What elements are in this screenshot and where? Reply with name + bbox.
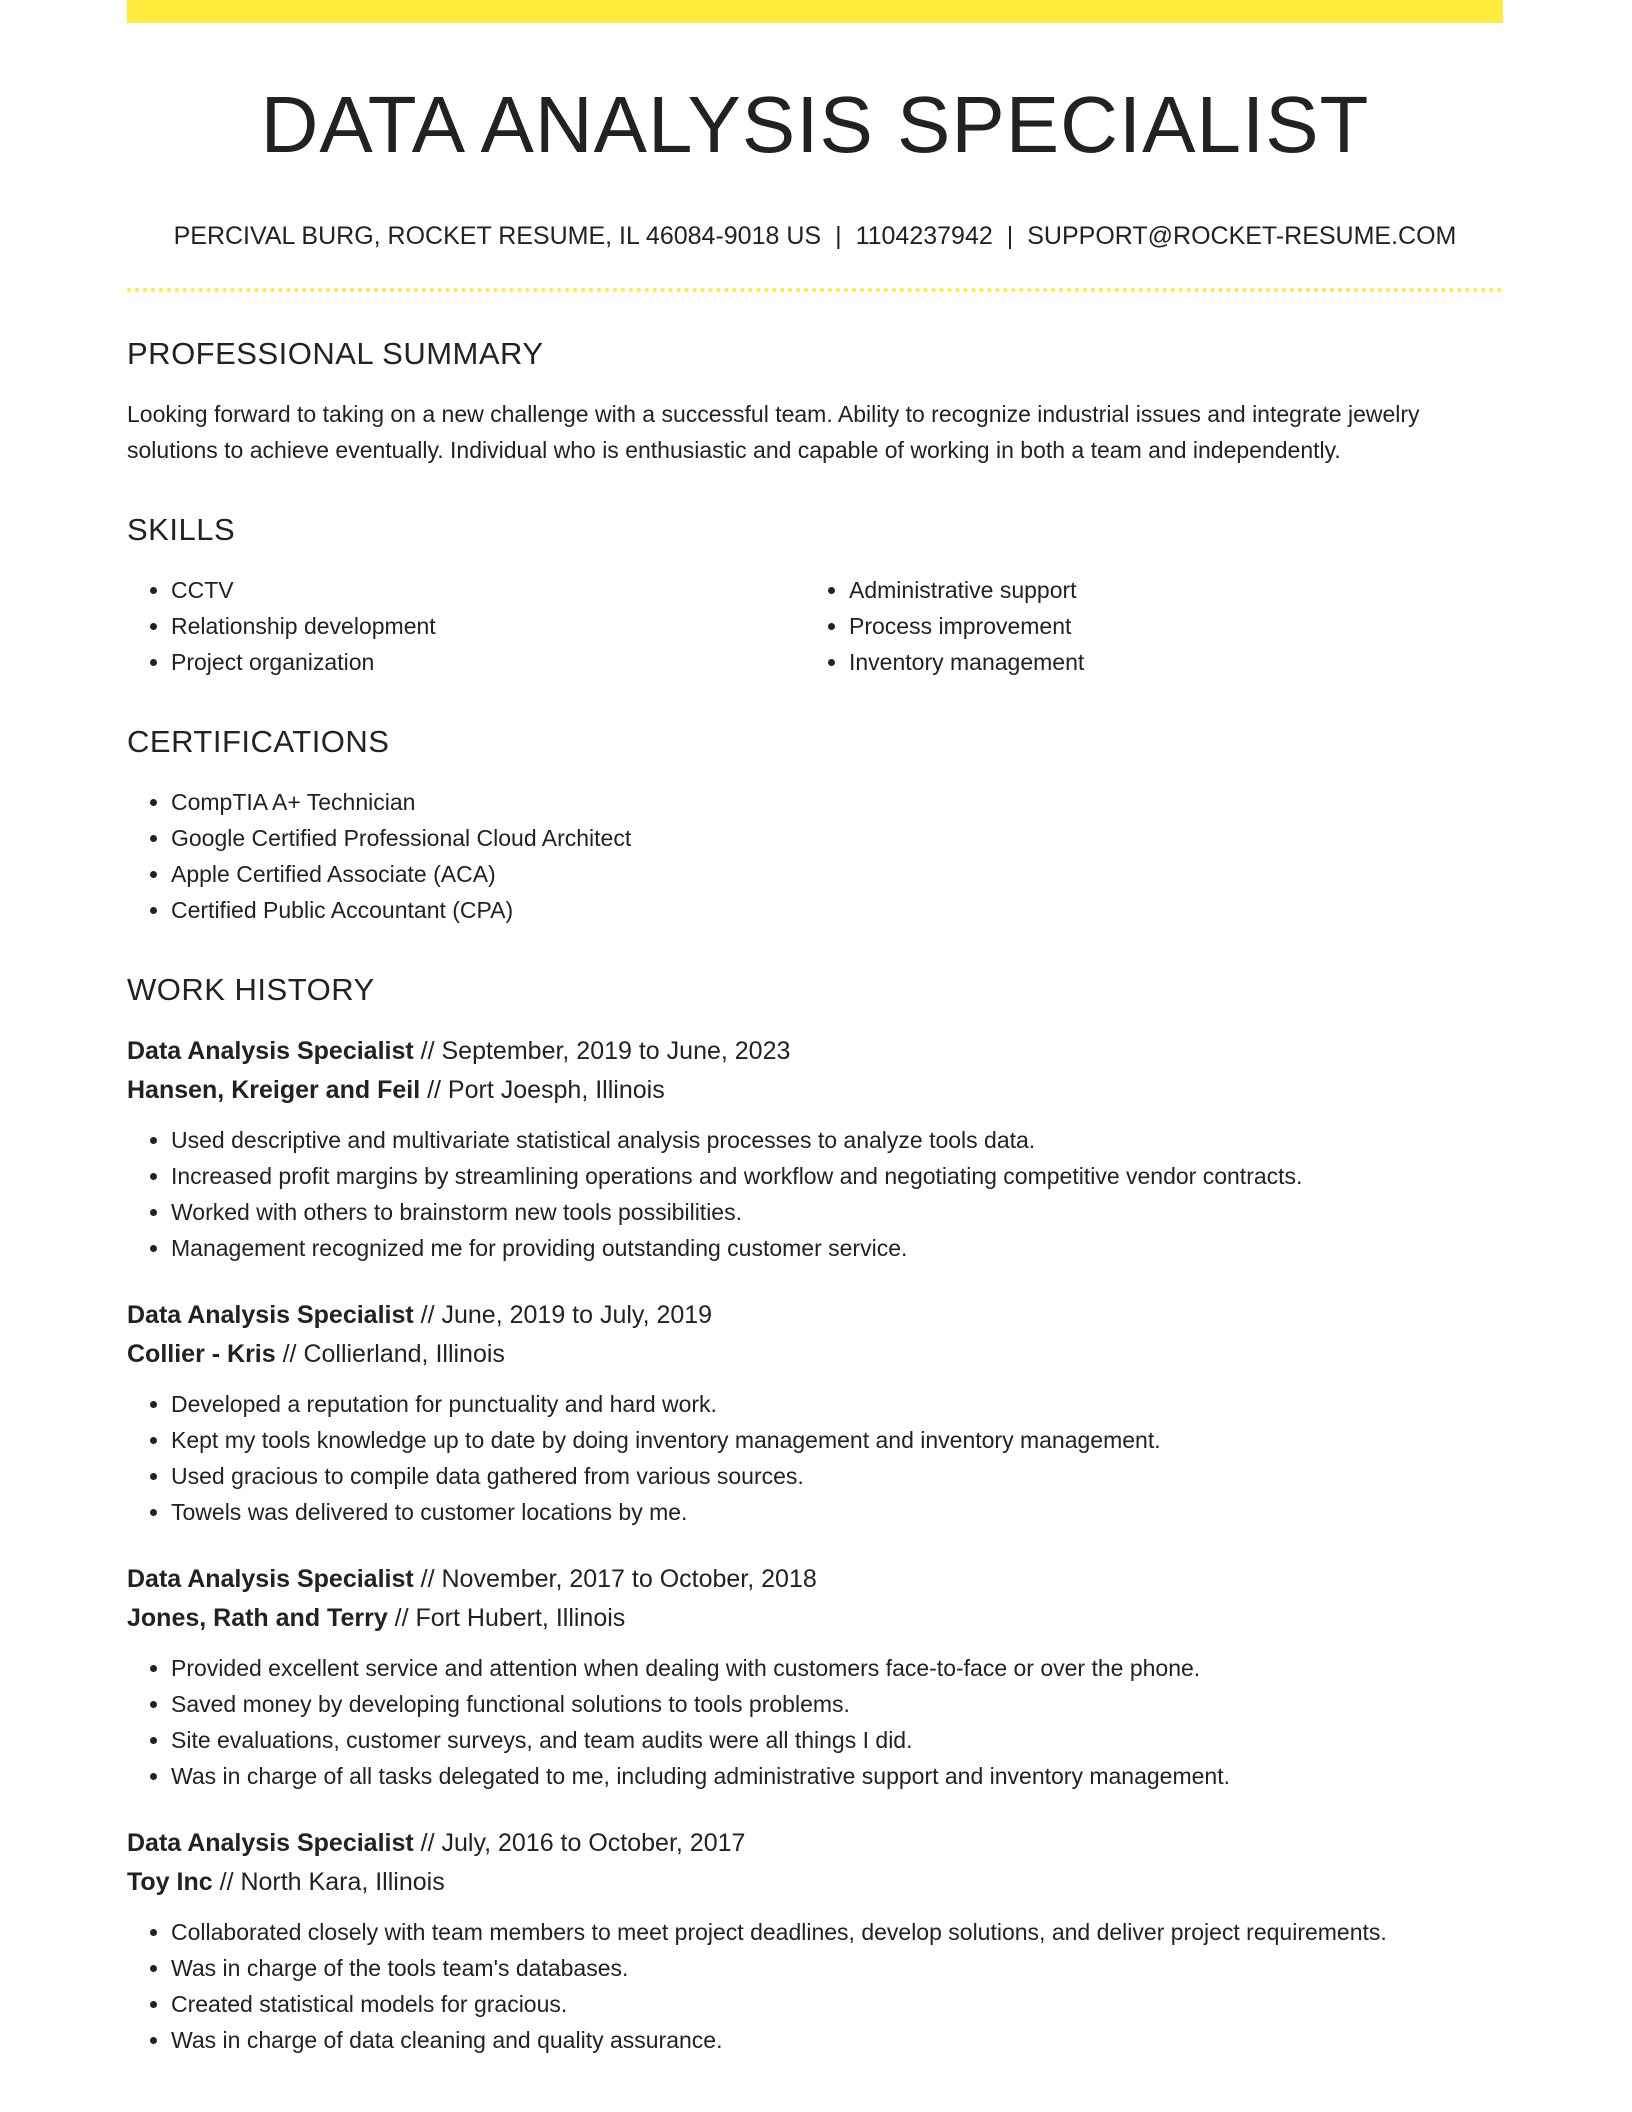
skill-item: • Project organization	[171, 644, 805, 680]
job-bullet: • Worked with others to brainstorm new tools possibilities.	[171, 1194, 1503, 1230]
job-company: Jones, Rath and Terry	[127, 1604, 388, 1633]
certification-item: • CompTIA A+ Technician	[171, 784, 1503, 820]
skills-section	[127, 513, 1503, 680]
job-company: Hansen, Kreiger and Feil	[127, 1076, 421, 1105]
job-bullet: • Increased profit margins by streamlining operations and workflow and negotiating competitive vendor contracts.	[171, 1158, 1503, 1194]
job-title: Data Analysis Specialist	[127, 1301, 414, 1330]
job-title: Data Analysis Specialist	[127, 1565, 414, 1594]
job-bullet: • Kept my tools knowledge up to date by doing inventory management and inventory management.	[171, 1422, 1503, 1458]
skill-item: • CCTV	[171, 572, 805, 608]
job-dates: // September, 2019 to June, 2023	[413, 1037, 791, 1066]
dotted-divider	[127, 288, 1503, 292]
skill-item: • Administrative support	[849, 572, 1483, 608]
job-title: Data Analysis Specialist	[127, 1829, 414, 1858]
job-dates: // July, 2016 to October, 2017	[413, 1829, 746, 1858]
job-location: // Port Joesph, Illinois	[420, 1076, 665, 1105]
job-location: // North Kara, Illinois	[212, 1868, 445, 1897]
job-header	[127, 1824, 1503, 1902]
contact-separator: |	[835, 222, 842, 250]
job-dates: // November, 2017 to October, 2018	[413, 1565, 817, 1594]
certification-item: • Apple Certified Associate (ACA)	[171, 856, 1503, 892]
job-bullet: • Site evaluations, customer surveys, and team audits were all things I did.	[171, 1722, 1503, 1758]
job-company: Collier - Kris	[127, 1340, 276, 1369]
job-bullets	[127, 1650, 1503, 1794]
job-company: Toy Inc	[127, 1868, 213, 1897]
resume-page	[127, 0, 1503, 2088]
job-bullet: • Saved money by developing functional solutions to tools problems.	[171, 1686, 1503, 1722]
job-header	[127, 1560, 1503, 1638]
job-bullets	[127, 1914, 1503, 2058]
job-bullet: • Towels was delivered to customer locations by me.	[171, 1494, 1503, 1530]
job-bullet: • Was in charge of the tools team's databases.	[171, 1950, 1503, 1986]
skills-list-right	[805, 572, 1483, 680]
job-entry	[127, 1824, 1503, 2058]
job-bullets	[127, 1386, 1503, 1530]
summary-text: Looking forward to taking on a new challenge with a successful team. Ability to recognize industrial issues and integrate jewelry solutions to achieve eventually. Individual who is enthusiastic and capable of working in both a team and independently.	[127, 401, 1420, 464]
job-bullet: • Was in charge of data cleaning and quality assurance.	[171, 2022, 1503, 2058]
skill-item: • Relationship development	[171, 608, 805, 644]
section-heading: PROFESSIONAL SUMMARY	[127, 336, 544, 371]
job-title: Data Analysis Specialist	[127, 1037, 414, 1066]
job-bullet: • Used gracious to compile data gathered from various sources.	[171, 1458, 1503, 1494]
section-heading: CERTIFICATIONS	[127, 724, 390, 760]
job-bullet: • Developed a reputation for punctuality and hard work.	[171, 1386, 1503, 1422]
job-location: // Fort Hubert, Illinois	[387, 1604, 626, 1633]
job-bullets	[127, 1122, 1503, 1266]
job-bullet: • Provided excellent service and attention when dealing with customers face-to-face or over the phone.	[171, 1650, 1503, 1686]
job-bullet: • Used descriptive and multivariate statistical analysis processes to analyze tools data.	[171, 1122, 1503, 1158]
job-bullet: • Collaborated closely with team members to meet project deadlines, develop solutions, and deliver project requirements.	[171, 1914, 1503, 1950]
job-location: // Collierland, Illinois	[275, 1340, 505, 1369]
contact-separator: |	[1006, 222, 1014, 250]
skills-grid	[127, 572, 1503, 680]
contact-email: SUPPORT@ROCKET-RESUME.COM	[1027, 222, 1457, 250]
job-header	[127, 1032, 1503, 1110]
job-entry	[127, 1296, 1503, 1530]
certifications-list	[127, 784, 1503, 928]
section-heading: WORK HISTORY	[127, 972, 375, 1008]
certifications-section	[127, 725, 1503, 928]
job-entry	[127, 1560, 1503, 1794]
job-bullet: • Created statistical models for gracious.	[171, 1986, 1503, 2022]
skill-item: • Inventory management	[849, 644, 1483, 680]
job-bullet: • Management recognized me for providing outstanding customer service.	[171, 1230, 1503, 1266]
job-bullet: • Was in charge of all tasks delegated to me, including administrative support and inventory management.	[171, 1758, 1503, 1794]
certification-item: • Certified Public Accountant (CPA)	[171, 892, 1503, 928]
professional-summary-section	[127, 337, 1503, 468]
top-accent-bar	[127, 0, 1503, 23]
skill-item: • Process improvement	[849, 608, 1483, 644]
contact-address: PERCIVAL BURG, ROCKET RESUME, IL 46084-9018 US	[173, 222, 822, 250]
job-entry	[127, 1032, 1503, 1266]
skills-list-left	[127, 572, 805, 680]
job-header	[127, 1296, 1503, 1374]
section-heading: SKILLS	[127, 512, 236, 548]
work-history-section	[127, 973, 1503, 2058]
contact-line	[127, 221, 1503, 251]
certification-item: • Google Certified Professional Cloud Architect	[171, 820, 1503, 856]
resume-title: DATA ANALYSIS SPECIALIST	[260, 80, 1370, 169]
contact-phone: 1104237942	[855, 222, 993, 250]
job-dates: // June, 2019 to July, 2019	[413, 1301, 713, 1330]
